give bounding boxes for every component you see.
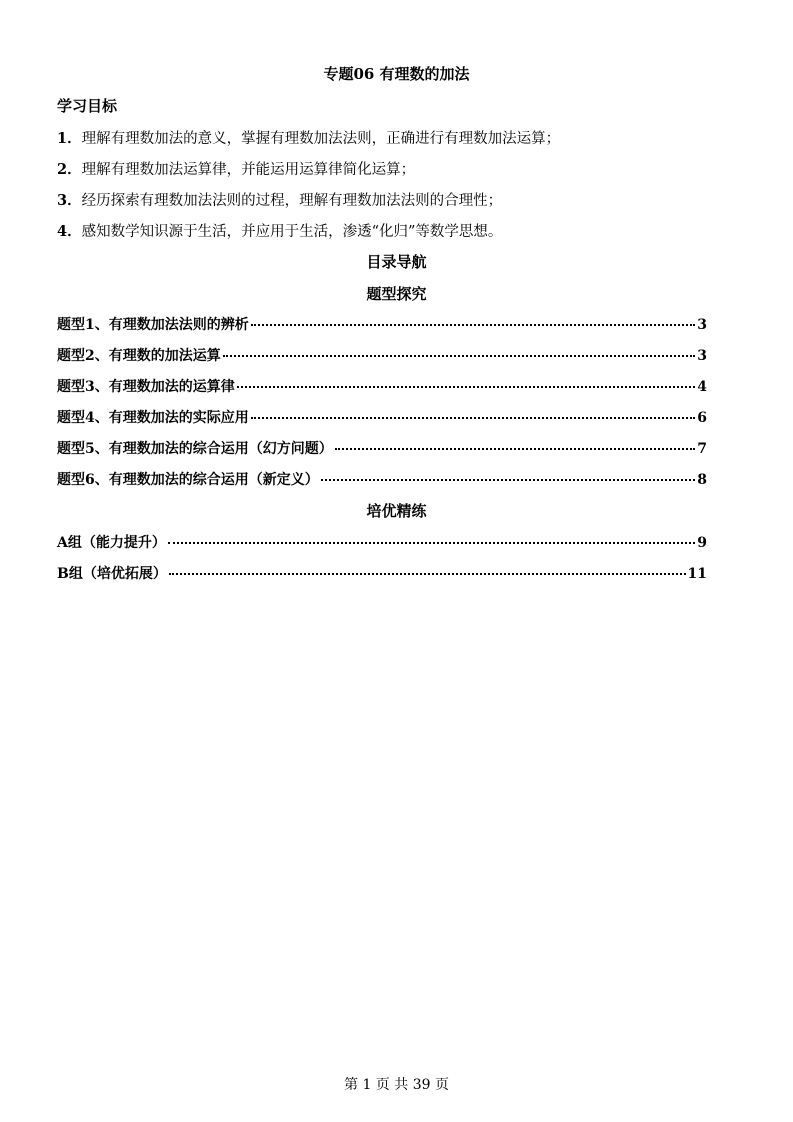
goal-number: 2． (57, 161, 82, 178)
toc-entry[interactable] (57, 376, 707, 396)
toc-page-number: 3 (697, 317, 707, 333)
goal-text: 经历探索有理数加法法则的过程，理解有理数加法法则的合理性； (81, 193, 503, 209)
toc-entry-label: 题型1、有理数加法法则的辨析 (57, 317, 249, 333)
toc-entry[interactable] (57, 314, 707, 334)
page-footer: 第 1 页 共 39 页 (344, 1077, 449, 1093)
toc-leader-dots (237, 374, 696, 388)
toc-entry[interactable] (57, 469, 707, 489)
toc-entry[interactable] (57, 345, 707, 365)
toc-entry-label: 题型4、有理数加法的实际应用 (57, 410, 249, 426)
toc-entry-label: A组（能力提升） (57, 535, 166, 551)
toc-page-number: 3 (697, 348, 707, 364)
toc-entry-label: 题型3、有理数加法的运算律 (57, 379, 235, 395)
section-heading-question-types: 题型探究 (366, 285, 427, 303)
toc-entry-label: 题型2、有理数的加法运算 (57, 348, 221, 364)
toc-leader-dots (251, 312, 696, 326)
toc-entry-label: 题型6、有理数加法的综合运用（新定义） (57, 472, 319, 488)
toc-page-number: 4 (697, 379, 707, 395)
toc-leader-dots (321, 467, 696, 481)
toc-entry-label: B组（培优拓展） (57, 566, 167, 582)
goal-text: 理解有理数加法运算律，并能运用运算律简化运算； (81, 162, 416, 178)
goal-text: 感知数学知识源于生活，并应用于生活，渗透“化归”等数学思想。 (81, 224, 503, 240)
document-title: 专题06 有理数的加法 (323, 65, 470, 83)
toc-entry[interactable] (57, 563, 707, 583)
goal-item (57, 158, 415, 179)
toc-leader-dots (169, 561, 686, 575)
toc-entry-label: 题型5、有理数加法的综合运用（幻方问题） (57, 441, 333, 457)
toc-leader-dots (223, 343, 696, 357)
toc-entry[interactable] (57, 532, 707, 552)
toc-page-number: 7 (697, 441, 707, 457)
goal-item (57, 220, 502, 241)
goal-number: 3． (57, 192, 82, 209)
goal-item (57, 189, 502, 210)
toc-page-number: 8 (697, 472, 707, 488)
toc-leader-dots (251, 405, 696, 419)
toc-leader-dots (335, 436, 696, 450)
goal-number: 1． (57, 130, 82, 147)
toc-page-number: 6 (697, 410, 707, 426)
toc-heading: 目录导航 (366, 253, 427, 271)
goal-number: 4． (57, 223, 82, 240)
toc-entry[interactable] (57, 407, 707, 427)
toc-entry[interactable] (57, 438, 707, 458)
section-heading-practice: 培优精练 (366, 502, 427, 520)
toc-page-number: 11 (687, 566, 707, 582)
goals-heading: 学习目标 (57, 97, 118, 115)
goal-item (57, 127, 560, 148)
toc-leader-dots (168, 530, 695, 544)
toc-page-number: 9 (697, 535, 707, 551)
goal-text: 理解有理数加法的意义，掌握有理数加法法则，正确进行有理数加法运算； (81, 131, 561, 147)
